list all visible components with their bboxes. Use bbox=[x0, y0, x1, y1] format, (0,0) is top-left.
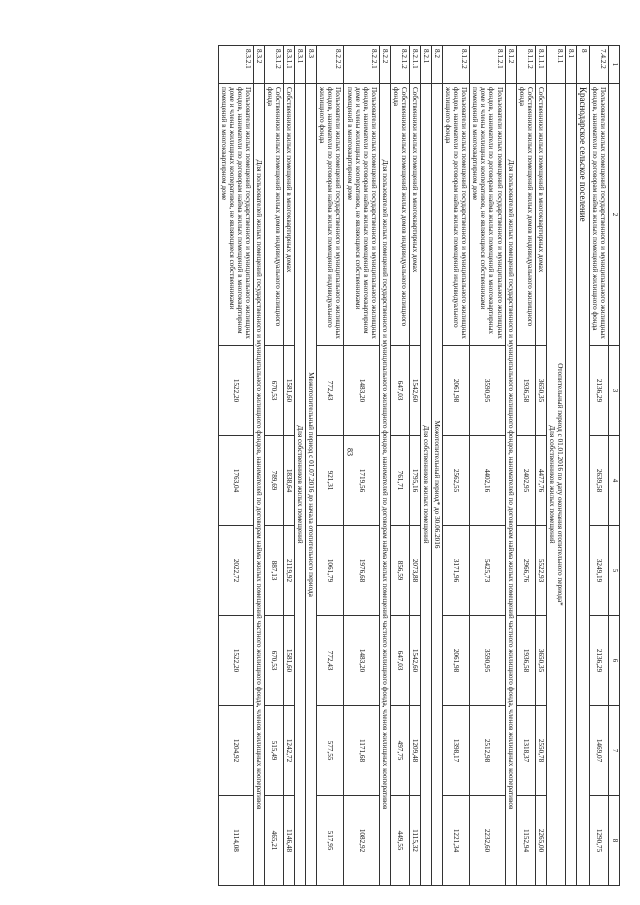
value-cell: 1115,32 bbox=[409, 796, 420, 886]
row-code: 8.2.2.2 bbox=[317, 46, 344, 84]
value-cell: 647,03 bbox=[390, 616, 409, 706]
value-cell: 1581,60 bbox=[284, 346, 295, 436]
value-cell: 449,55 bbox=[390, 796, 409, 886]
header-cell: 1 bbox=[609, 46, 620, 84]
value-cell: 1242,72 bbox=[284, 706, 295, 796]
row-code: 8.2.2 bbox=[379, 46, 390, 84]
value-cell: 497,75 bbox=[390, 706, 409, 796]
row-code: 8.3.1.1 bbox=[284, 46, 295, 84]
row-code: 8.2.1 bbox=[420, 46, 431, 84]
value-cell: 3590,95 bbox=[470, 616, 505, 706]
value-cell: 4477,76 bbox=[535, 436, 546, 526]
value-cell: 921,31 bbox=[317, 436, 344, 526]
value-cell: 1221,34 bbox=[443, 796, 470, 886]
row-description: Пользователи жилых помещений государственного и муниципального жилищных фондов, наниматели по договорам найма жилых помещений жилищного фонда bbox=[590, 84, 609, 346]
table-row bbox=[443, 46, 470, 886]
table-row bbox=[546, 46, 565, 886]
period-subtitle: Для собственников жилых помещений bbox=[547, 425, 556, 544]
row-code: 8.3 bbox=[306, 46, 317, 84]
row-description: Собственники жилых помещений в многоквартирных домах bbox=[409, 84, 420, 346]
table-row bbox=[409, 46, 420, 886]
value-cell: 3171,96 bbox=[443, 526, 470, 616]
section-title: Краснодарское сельское поселение bbox=[576, 84, 589, 886]
row-code: 8.3.2.1 bbox=[218, 46, 253, 84]
value-cell: 3650,35 bbox=[535, 616, 546, 706]
value-cell: 2639,58 bbox=[590, 436, 609, 526]
value-cell: 1719,56 bbox=[344, 436, 379, 526]
value-cell: 2136,29 bbox=[590, 616, 609, 706]
period-title: Отопительный период с 01.01.2016 по дату окончания отопительного периода* bbox=[555, 363, 564, 606]
value-cell: 1061,79 bbox=[317, 526, 344, 616]
row-code: 8.3.2 bbox=[253, 46, 264, 84]
value-cell: 887,13 bbox=[264, 526, 283, 616]
row-code: 8.2.1.1 bbox=[409, 46, 420, 84]
value-cell: 789,69 bbox=[264, 436, 283, 526]
value-cell: 2022,72 bbox=[218, 526, 253, 616]
table-row bbox=[590, 46, 609, 886]
header-cell: 7 bbox=[609, 706, 620, 796]
value-cell: 2550,78 bbox=[535, 706, 546, 796]
value-cell: 1581,60 bbox=[284, 616, 295, 706]
row-code: 8.2.2.1 bbox=[344, 46, 379, 84]
table-row bbox=[317, 46, 344, 886]
row-code: 8.1.1 bbox=[546, 46, 565, 84]
table-row bbox=[379, 46, 390, 886]
value-cell: 1936,58 bbox=[516, 346, 535, 436]
row-description: Собственники жилых помещений в многоквартирных домах bbox=[535, 84, 546, 346]
value-cell: 1171,68 bbox=[344, 706, 379, 796]
value-cell: 1469,07 bbox=[590, 706, 609, 796]
value-cell: 2265,00 bbox=[535, 796, 546, 886]
value-cell: 2402,95 bbox=[516, 436, 535, 526]
value-cell: 1795,16 bbox=[409, 436, 420, 526]
table-row bbox=[253, 46, 264, 886]
value-cell: 670,53 bbox=[264, 346, 283, 436]
subsection-header bbox=[546, 84, 565, 886]
value-cell: 761,71 bbox=[390, 436, 409, 526]
row-code: 8.2 bbox=[432, 46, 443, 84]
row-code: 8.1.1.2 bbox=[516, 46, 535, 84]
value-cell: 3590,95 bbox=[470, 346, 505, 436]
value-cell: 2562,55 bbox=[443, 436, 470, 526]
value-cell: 2136,29 bbox=[590, 346, 609, 436]
table-row bbox=[470, 46, 505, 886]
header-row bbox=[609, 46, 620, 886]
row-description: Пользователи жилых помещений государственного и муниципального жилищных фондов, наниматели по договорам найма жилых помещений индивидуального жилищного фонда bbox=[443, 84, 470, 346]
row-description: Пользователи жилых помещений государственного и муниципального жилищных фондов, наниматели по договорам найма жилых помещений в многоквартирных доме и члены жилищных кооперативов, не являющиеся собственниками помещений в многоквартирном доме bbox=[470, 84, 505, 346]
value-cell: 2061,98 bbox=[443, 346, 470, 436]
value-cell: 647,03 bbox=[390, 346, 409, 436]
tariff-table bbox=[218, 45, 620, 886]
value-cell: 1936,58 bbox=[516, 616, 535, 706]
subsection-header: Межотопительный период* до 30.06.2016 bbox=[432, 84, 443, 886]
row-description: Пользователи жилых помещений государственного и муниципального жилищных фондов, наниматели по договорам найма жилых помещений индивидуального жилищного фонда bbox=[317, 84, 344, 346]
value-cell: 577,55 bbox=[317, 706, 344, 796]
value-cell: 1763,04 bbox=[218, 436, 253, 526]
table-row bbox=[264, 46, 283, 886]
table-body bbox=[218, 46, 619, 886]
subsection-header: Для пользователей жилых помещений государственного и муниципального жилищного фондов, нанимателей по договорам найма жилых помещений частного жилищного фонда, членов жилищных кооперативов bbox=[379, 84, 390, 886]
value-cell: 1318,37 bbox=[516, 706, 535, 796]
row-description: Собственники жилых помещений жилых домов индивидуального жилищного фонда bbox=[516, 84, 535, 346]
table-row bbox=[218, 46, 253, 886]
value-cell: 1522,20 bbox=[218, 616, 253, 706]
value-cell: 2232,60 bbox=[470, 796, 505, 886]
row-code: 8.1.2 bbox=[505, 46, 516, 84]
value-cell: 2073,88 bbox=[409, 526, 420, 616]
row-code: 8.1.1.1 bbox=[535, 46, 546, 84]
table-row bbox=[576, 46, 589, 886]
page-number: 83 bbox=[345, 448, 355, 456]
value-cell: 5425,73 bbox=[470, 526, 505, 616]
value-cell: 4402,16 bbox=[470, 436, 505, 526]
value-cell: 772,43 bbox=[317, 346, 344, 436]
value-cell: 1209,48 bbox=[409, 706, 420, 796]
table-row bbox=[505, 46, 516, 886]
row-description: Собственники жилых помещений жилых домов индивидуального жилищного фонда bbox=[264, 84, 283, 346]
table-row bbox=[516, 46, 535, 886]
value-cell: 517,95 bbox=[317, 796, 344, 886]
header-cell: 3 bbox=[609, 346, 620, 436]
row-description: Собственники жилых помещений жилых домов индивидуального жилищного фонда bbox=[390, 84, 409, 346]
row-code: 8.1.2.2 bbox=[443, 46, 470, 84]
value-cell: 1976,68 bbox=[344, 526, 379, 616]
table-row bbox=[432, 46, 443, 886]
subsection-header: Для собственников жилых помещений bbox=[420, 84, 431, 886]
row-code: 7.4.2.2 bbox=[590, 46, 609, 84]
subsection-header: Для пользователей жилых помещений государственного и муниципального жилищного фондов, нанимателей по договорам найма жилых помещений частного жилищного фонда, членов жилищных кооперативов bbox=[253, 84, 264, 886]
table-row bbox=[565, 46, 576, 886]
value-cell: 2512,98 bbox=[470, 706, 505, 796]
row-code: 8.2.1.2 bbox=[390, 46, 409, 84]
value-cell: 1398,17 bbox=[443, 706, 470, 796]
value-cell: 1542,60 bbox=[409, 616, 420, 706]
value-cell: 465,21 bbox=[264, 796, 283, 886]
value-cell: 515,49 bbox=[264, 706, 283, 796]
value-cell: 772,43 bbox=[317, 616, 344, 706]
header-cell: 4 bbox=[609, 436, 620, 526]
row-description: Пользователи жилых помещений государственного и муниципального жилищных фондов, наниматели по договорам найма жилых помещений в многоквартирном доме и члены жилищных кооперативов, не являющиеся собственниками помещений в многоквартирном доме bbox=[344, 84, 379, 346]
value-cell: 2966,76 bbox=[516, 526, 535, 616]
value-cell: 1204,92 bbox=[218, 706, 253, 796]
header-cell: 5 bbox=[609, 526, 620, 616]
row-code: 8 bbox=[576, 46, 589, 84]
value-cell: 3650,35 bbox=[535, 346, 546, 436]
value-cell: 1082,92 bbox=[344, 796, 379, 886]
value-cell: 5522,93 bbox=[535, 526, 546, 616]
header-cell: 6 bbox=[609, 616, 620, 706]
subsection-header: Для пользователей жилых помещений государственного и муниципального жилищного фондов, нанимателей по договорам найма жилых помещений частного жилищного фонда, членов жилищных кооперативов bbox=[505, 84, 516, 886]
value-cell: 1152,94 bbox=[516, 796, 535, 886]
rotated-page bbox=[60, 45, 620, 885]
value-cell: 3249,19 bbox=[590, 526, 609, 616]
value-cell: 1114,08 bbox=[218, 796, 253, 886]
row-code: 8.1 bbox=[565, 46, 576, 84]
value-cell: 1483,20 bbox=[344, 346, 379, 436]
header-cell: 8 bbox=[609, 796, 620, 886]
table-row bbox=[535, 46, 546, 886]
value-cell: 1483,20 bbox=[344, 616, 379, 706]
row-description: Собственники жилых помещений в многоквартирных домах bbox=[284, 84, 295, 346]
row-description: Пользователи жилых помещений государственного и муниципального жилищных фондов, наниматели по договорам найма жилых помещений в многоквартирном доме и члены жилищных кооперативов, не являющиеся собственниками помещений в многоквартирном доме bbox=[218, 84, 253, 346]
table-row bbox=[390, 46, 409, 886]
subsection-header: Межотопительный период с 01.07.2016 до начала отопительного периода bbox=[306, 84, 317, 886]
value-cell: 1146,48 bbox=[284, 796, 295, 886]
table-row bbox=[306, 46, 317, 886]
value-cell: 856,59 bbox=[390, 526, 409, 616]
row-code: 8.1.2.1 bbox=[470, 46, 505, 84]
value-cell: 2061,98 bbox=[443, 616, 470, 706]
value-cell: 1542,60 bbox=[409, 346, 420, 436]
row-code: 8.3.1.2 bbox=[264, 46, 283, 84]
table-row bbox=[344, 46, 379, 886]
table-row bbox=[295, 46, 306, 886]
table-row bbox=[420, 46, 431, 886]
value-cell: 1290,75 bbox=[590, 796, 609, 886]
value-cell: 670,53 bbox=[264, 616, 283, 706]
value-cell: 1838,64 bbox=[284, 436, 295, 526]
row-code: 8.3.1 bbox=[295, 46, 306, 84]
subsection-header: Для собственников жилых помещений bbox=[295, 84, 306, 886]
value-cell: 2119,92 bbox=[284, 526, 295, 616]
table-row bbox=[284, 46, 295, 886]
empty-cell bbox=[565, 84, 576, 886]
header-cell: 2 bbox=[609, 84, 620, 346]
value-cell: 1522,20 bbox=[218, 346, 253, 436]
